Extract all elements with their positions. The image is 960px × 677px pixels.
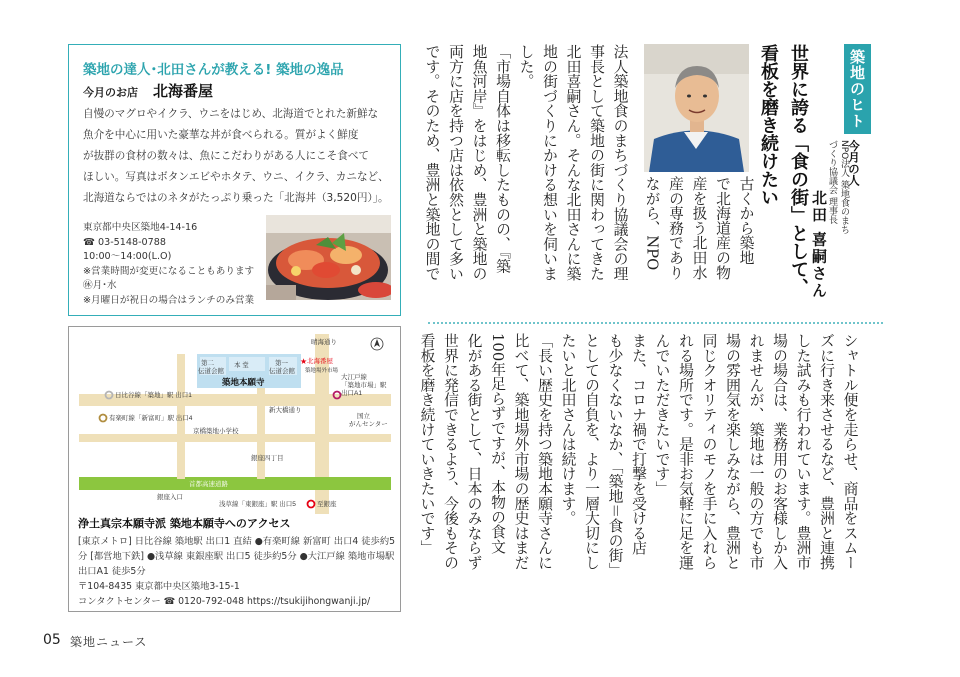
body-line: シャトル便を走らせ、商品をスムー xyxy=(841,333,859,570)
person-portrait xyxy=(644,44,749,172)
headline-line: 看板を磨き続けたい xyxy=(758,44,779,206)
section-tag: 築地のヒト xyxy=(844,44,871,134)
body-line: 地の街づくりにかける想いを伺いま xyxy=(541,44,558,281)
map-label-asakusa: 浅草線「東銀座」駅 出口5 xyxy=(219,501,296,508)
map-label-dai2b: 伝道会館 xyxy=(198,368,224,375)
publication-name: 築地ニュース xyxy=(70,635,148,649)
map-label-honden: 本 堂 xyxy=(234,362,249,369)
body-line: 場の場合は、業務用のお客様しか入 xyxy=(771,333,788,570)
shop-address: 東京都中央区築地4-14-16 xyxy=(83,222,198,233)
body-line: 同じクオリティのモノを手に入れら xyxy=(700,333,718,570)
body-line: としての自負を、より一層大切にし xyxy=(583,333,600,570)
access-details xyxy=(78,534,395,609)
map-label-ginza-entrance: 銀座入口 xyxy=(157,494,183,501)
body-line: ズに行き来させるなど、豊洲と連携 xyxy=(818,333,835,570)
map-label-oedo-exit: 出口A1 xyxy=(341,390,362,397)
access-address: 〒104-8435 東京都中央区築地3-15-1 xyxy=(78,581,240,592)
access-line: 分 [都営地下鉄] ●浅草線 東銀座駅 出口5 徒歩約5分 ●大江戸線 築地市場駅 xyxy=(78,551,395,562)
map-label-shinohashi: 新大橋通り xyxy=(269,407,302,414)
donburi-photo xyxy=(266,215,391,300)
map-highway xyxy=(79,477,391,490)
shop-description-line: 自慢のマグロやイクラ、ウニをはじめ、北海道でとれた新鮮な xyxy=(83,108,379,120)
map-label-school: 京橋築地小学校 xyxy=(193,428,239,435)
shop-section-title: 築地の達人･北田さんが教える! 築地の逸品 xyxy=(83,62,344,78)
body-line: 看板を磨き続けていきたいです」 xyxy=(418,333,436,555)
shop-hours: 10:00～14:00(L.O) xyxy=(83,251,172,262)
featured-shop-box xyxy=(68,44,401,316)
map-label-hibiya: 日比谷線「築地」駅 出口1 xyxy=(115,392,192,399)
body-line: 地魚河岸』をはじめ、豊洲と築地の xyxy=(470,44,488,281)
intro-line: で北海道産の物 xyxy=(714,176,731,280)
body-line: んでいただきたいです」 xyxy=(653,333,671,496)
body-line: 法人築地食のまちづくり協議会の理 xyxy=(611,44,629,281)
map-label-highway: 首都高速道路 xyxy=(189,481,228,488)
map-label-oedo: 大江戸線 xyxy=(341,374,367,381)
map-label-dai1b: 伝道会館 xyxy=(269,368,295,375)
map-label-dai1: 第一 xyxy=(275,360,288,367)
map-label-dai2: 第二 xyxy=(201,360,214,367)
body-line: です。そのため、豊洲と築地の間で xyxy=(423,44,441,281)
body-line: も少なくないなか、「築地＝食の街」 xyxy=(606,333,624,578)
body-line: たいと北田さんは続けます。 xyxy=(559,333,577,526)
shop-description-line: が抜群の食材の数々は、魚にこだわりがある人にこそ食べて xyxy=(83,150,370,162)
map-label-to-ginza: 至銀座 xyxy=(317,501,337,508)
access-contact: コンタクトセンター ☎ 0120-792-048 https://tsukijihongwanji.jp/ xyxy=(78,596,371,607)
intro-text-long xyxy=(420,44,632,304)
person-label: 今月の人 xyxy=(847,140,861,186)
shop-name: 北海番屋 xyxy=(153,82,214,100)
body-line: 場の雰囲気を楽しみながら、豊洲と xyxy=(724,333,741,570)
map-label-market: 築地場外市場 xyxy=(305,368,339,374)
body-line: 事長として築地の街に関わってきた xyxy=(588,44,605,281)
continued-text xyxy=(415,333,862,595)
map-label-kokuritsu: 国立 xyxy=(357,413,370,420)
body-line: 化がある街として、日本のみならず xyxy=(465,333,483,570)
body-line: れませんが、築地は一般の方でも市 xyxy=(747,333,765,570)
star-marker-icon: ★ xyxy=(300,357,308,366)
body-line: した試みも行われています。豊洲市 xyxy=(794,333,812,570)
access-map xyxy=(79,334,391,514)
access-map-box xyxy=(68,326,401,612)
map-label-ginza-4: 銀座四丁目 xyxy=(251,455,284,462)
headline-line: 世界に誇る「食の街」として、 xyxy=(788,44,809,296)
body-line: 「長い歴史を持つ築地本願寺さんに xyxy=(536,333,553,570)
section-divider xyxy=(428,322,883,324)
body-line: 北田喜嗣さん。そんな北田さんに築 xyxy=(564,44,582,281)
map-label-temple: 築地本願寺 xyxy=(222,377,265,387)
person-name: 北田 喜嗣さん xyxy=(810,190,828,300)
page-number: 05 xyxy=(43,632,61,648)
map-label-yurakucho: 有楽町線「新富町」駅 出口4 xyxy=(109,415,193,422)
body-line: 「市場自体は移転したものの、『築 xyxy=(494,44,511,274)
shop-description-line: 魚介を中心に用いた豪華な丼が食べられる。質がよく鮮度 xyxy=(83,129,359,141)
intro-line: 産の専務であり xyxy=(667,176,684,280)
body-line: れる場所です。是非お気軽に足を運 xyxy=(677,333,694,570)
shop-closed-days: ㊡月･水 xyxy=(83,280,117,291)
shop-holiday-note: ※月曜日が祝日の場合はランチのみ営業 xyxy=(83,294,255,306)
interview-headline xyxy=(753,44,813,304)
intro-line: ながら、NPO xyxy=(643,176,661,271)
shop-hours-note: ※営業時間が変更になることもあります xyxy=(83,265,255,277)
shop-description-line: ほしい。写真はボタンエビやホタテ、ウニ、イクラ、カニなど、 xyxy=(83,171,389,183)
map-label-cancer-center: がんセンター xyxy=(349,421,388,428)
body-line: 比べて、築地場外市場の歴史はまだ xyxy=(512,333,530,570)
intro-text-short xyxy=(640,176,758,300)
shop-description xyxy=(83,104,393,209)
shop-description-line: 北海道ならではのネタがたっぷり乗った「北海丼（3,520円）」。 xyxy=(83,192,389,204)
body-line: 100年足らずですが、本物の食文 xyxy=(489,333,506,554)
person-role-line: づくり協議会 理事長 xyxy=(827,140,837,224)
map-label-hokkai-banya: 北海番屋 xyxy=(307,358,333,365)
body-line: 世界に発信できるよう、今後もその xyxy=(442,333,459,570)
access-line: [東京メトロ] 日比谷線 築地駅 出口1 直結 ●有楽町線 新富町 出口4 徒歩約5 xyxy=(78,536,396,547)
shop-phone: ☎ 03-5148-0788 xyxy=(83,236,166,248)
access-title: 浄土真宗本願寺派 築地本願寺へのアクセス xyxy=(78,517,291,530)
access-line: 出口A1 徒歩5分 xyxy=(78,566,146,577)
body-line: した。 xyxy=(517,44,535,89)
map-label-harumi: 晴海通り xyxy=(311,339,337,346)
shop-subtitle: 今月のお店 xyxy=(83,86,138,99)
shop-info xyxy=(83,221,254,308)
body-line: 両方に店を持つ店は依然として多い xyxy=(447,44,464,281)
map-label-oedo-station: 「築地市場」駅 xyxy=(341,382,387,389)
intro-line: 古くから築地 xyxy=(737,176,755,265)
intro-line: 産を扱う北田水 xyxy=(690,176,708,280)
body-line: また、コロナ禍で打撃を受ける店 xyxy=(630,333,647,555)
person-role-line: NPO法人 築地食のまち xyxy=(839,140,849,235)
